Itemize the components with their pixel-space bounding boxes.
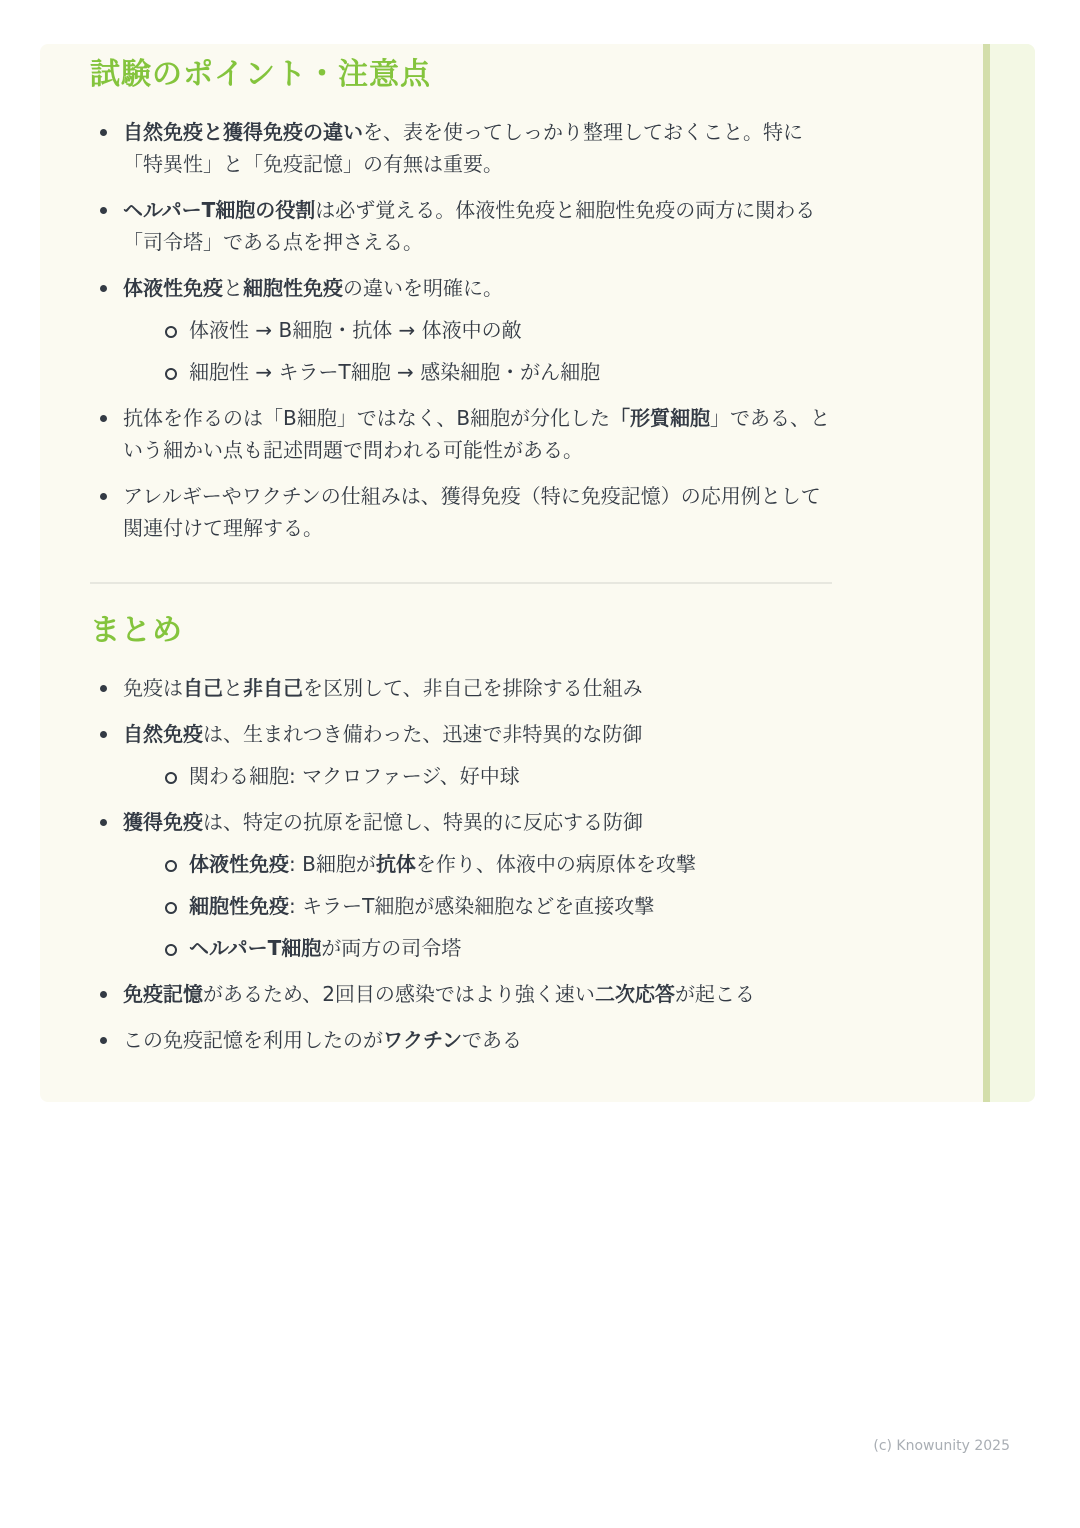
sub-bullet-emphasis: ヘルパーT細胞 xyxy=(189,936,322,960)
bullet-item-content xyxy=(123,276,503,300)
bullet-item xyxy=(90,1024,832,1056)
bullet-text: アレルギーやワクチンの仕組みは、獲得免疫（特に免疫記憶）の応用例として関連付けて理解する。 xyxy=(123,484,821,540)
bullet-item xyxy=(90,718,832,792)
copyright-notice: (c) Knowunity 2025 xyxy=(873,1438,1010,1454)
bullet-emphasis: 免疫記憶 xyxy=(123,982,203,1006)
bullet-text: の違いを明確に。 xyxy=(343,276,503,300)
bullet-text: と xyxy=(223,276,243,300)
bullet-item-content xyxy=(123,676,643,700)
bullet-item xyxy=(90,806,832,964)
sub-bullet-item-content xyxy=(189,936,461,960)
sub-bullet-text: : キラーT細胞が感染細胞などを直接攻撃 xyxy=(289,894,655,918)
bullet-emphasis: 自己 xyxy=(183,676,223,700)
green-accent-stripe xyxy=(983,44,1035,1102)
sub-bullet-item-content xyxy=(189,852,696,876)
bullet-text: があるため、2回目の感染ではより強く速い xyxy=(203,982,595,1006)
bullet-emphasis: 細胞性免疫 xyxy=(243,276,343,300)
sub-bullet-item xyxy=(158,848,832,880)
bullet-emphasis: ヘルパーT細胞の役割 xyxy=(123,198,316,222)
bullet-emphasis: 体液性免疫 xyxy=(123,276,223,300)
bullet-text: は、生まれつき備わった、迅速で非特異的な防御 xyxy=(203,722,643,746)
bullet-emphasis: ワクチン xyxy=(383,1028,462,1052)
bullet-emphasis: 自然免疫 xyxy=(123,722,203,746)
sub-bullet-item xyxy=(158,760,832,792)
sub-bullet-item-content xyxy=(189,360,600,384)
bullet-item xyxy=(90,978,832,1010)
bullet-list xyxy=(90,672,832,1056)
sub-bullet-item-content xyxy=(189,764,520,788)
sub-bullet-item xyxy=(158,314,832,346)
section-title: 試験のポイント・注意点 xyxy=(90,57,431,92)
bullet-item xyxy=(90,116,832,180)
sub-bullet-text: 関わる細胞: マクロファージ、好中球 xyxy=(189,764,520,788)
section-exam-points xyxy=(90,56,832,544)
sub-bullet-emphasis: 抗体 xyxy=(375,852,416,876)
sub-bullet-item xyxy=(158,890,832,922)
sub-bullet-emphasis: 体液性免疫 xyxy=(189,852,289,876)
bullet-text: 」である、という細かい点も記述問題で問われる可能性がある。 xyxy=(123,406,831,462)
sub-bullet-list xyxy=(123,848,832,964)
sub-bullet-text: が両方の司令塔 xyxy=(321,936,462,960)
bullet-text: である xyxy=(462,1028,522,1052)
bullet-text: と xyxy=(223,676,243,700)
bullet-text: 抗体を作るのは「B細胞」ではなく、B細胞が分化した xyxy=(123,406,611,430)
bullet-item-content xyxy=(123,1028,522,1052)
sub-bullet-text: : B細胞が xyxy=(289,852,376,876)
section-title: まとめ xyxy=(90,613,183,648)
bullet-emphasis: 獲得免疫 xyxy=(123,810,203,834)
bullet-text: は、特定の抗原を記憶し、特異的に反応する防御 xyxy=(203,810,643,834)
notes-card xyxy=(40,44,1035,1102)
sub-bullet-text: 体液性 → B細胞・抗体 → 体液中の敵 xyxy=(189,318,522,342)
bullet-emphasis: 「形質細胞 xyxy=(610,406,711,430)
bullet-text: を、表を使ってしっかり整理しておくこと。特に「特異性」と「免疫記憶」の有無は重要。 xyxy=(123,120,803,176)
bullet-item xyxy=(90,480,832,544)
bullet-item-content xyxy=(123,198,815,254)
section-divider xyxy=(90,582,832,584)
sub-bullet-list xyxy=(123,314,832,388)
sub-bullet-item xyxy=(158,932,832,964)
bullet-item-content xyxy=(123,406,830,462)
bullet-item xyxy=(90,402,832,466)
bullet-emphasis: 二次応答 xyxy=(594,982,675,1006)
bullet-item xyxy=(90,672,832,704)
bullet-item xyxy=(90,272,832,388)
bullet-item-content xyxy=(123,484,821,540)
bullet-text: が起こる xyxy=(674,982,755,1006)
bullet-text: 免疫は xyxy=(123,676,183,700)
bullet-text: この免疫記憶を利用したのが xyxy=(123,1028,383,1052)
sub-bullet-emphasis: 細胞性免疫 xyxy=(189,894,289,918)
bullet-text: を区別して、非自己を排除する仕組み xyxy=(303,676,643,700)
section-summary xyxy=(90,612,832,1056)
sub-bullet-text: を作り、体液中の病原体を攻撃 xyxy=(415,852,696,876)
bullet-item-content xyxy=(123,810,643,834)
sub-bullet-item-content xyxy=(189,894,654,918)
bullet-list xyxy=(90,116,832,544)
sub-bullet-item xyxy=(158,356,832,388)
bullet-item-content xyxy=(123,120,803,176)
bullet-item-content xyxy=(123,722,642,746)
bullet-item-content xyxy=(123,982,755,1006)
sub-bullet-item-content xyxy=(189,318,522,342)
bullet-text: は必ず覚える。体液性免疫と細胞性免疫の両方に関わる「司令塔」である点を押さえる。 xyxy=(123,198,816,254)
bullet-emphasis: 自然免疫と獲得免疫の違い xyxy=(123,120,363,144)
sub-bullet-list xyxy=(123,760,832,792)
sub-bullet-text: 細胞性 → キラーT細胞 → 感染細胞・がん細胞 xyxy=(189,360,601,384)
notes-content xyxy=(90,56,832,1070)
bullet-emphasis: 非自己 xyxy=(243,676,303,700)
bullet-item xyxy=(90,194,832,258)
